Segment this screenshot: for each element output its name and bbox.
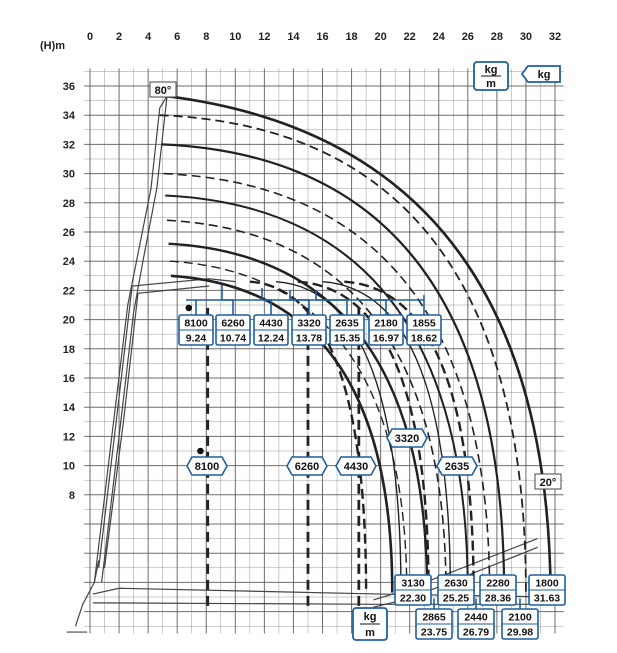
radius-m-value: 25.25 — [442, 592, 470, 605]
load-kg-value: 1800 — [535, 577, 559, 590]
x-tick-label: 20 — [374, 31, 387, 43]
load-kg-value: 2865 — [422, 611, 446, 624]
legend-bottom — [353, 608, 387, 640]
radius-m-value: 22.30 — [399, 592, 427, 605]
load-kg-value: 8100 — [194, 461, 220, 473]
load-kg-value: 6260 — [221, 317, 245, 330]
upper-value-box — [369, 315, 403, 345]
legend-kg-right-label: kg — [537, 69, 551, 81]
radius-m-value: 23.75 — [420, 626, 448, 639]
mid-value-box — [336, 457, 376, 475]
radius-m-value: 13.78 — [295, 332, 323, 345]
load-kg-value: 2635 — [444, 461, 470, 473]
legend-m-label: m — [486, 78, 496, 90]
mid-value-box — [287, 457, 327, 475]
mid-value-box — [187, 457, 227, 475]
load-radius-curve — [162, 144, 504, 592]
upper-value-box — [179, 315, 213, 345]
load-kg-value: 3320 — [297, 317, 321, 330]
x-tick-label: 32 — [548, 31, 562, 43]
angle-label-20 — [535, 474, 561, 489]
angle-label-80 — [150, 82, 176, 97]
x-tick-label: 4 — [145, 31, 152, 43]
y-tick-label: 20 — [62, 314, 75, 327]
bottom-value-box — [438, 575, 474, 605]
y-tick-label: 24 — [62, 256, 75, 269]
x-tick-label: 0 — [86, 31, 94, 43]
y-tick-label: 22 — [62, 285, 75, 298]
load-radius-curve — [164, 174, 490, 593]
y-tick-label: 16 — [62, 373, 75, 385]
radius-m-value: 18.62 — [410, 332, 438, 345]
upper-value-box — [292, 315, 326, 345]
y-tick-label: 32 — [62, 139, 75, 152]
load-kg-value: 2635 — [335, 317, 359, 330]
load-kg-value: 4430 — [343, 461, 369, 473]
x-tick-label: 10 — [229, 31, 242, 43]
bottom-value-box — [480, 575, 516, 605]
x-tick-label: 12 — [258, 31, 271, 43]
axis-ticks — [63, 31, 561, 502]
upper-value-box — [254, 315, 288, 345]
bottom-value-box — [458, 609, 494, 639]
y-tick-label: 8 — [68, 489, 75, 502]
y-tick-label: 34 — [62, 110, 75, 123]
x-tick-label: 2 — [116, 31, 123, 43]
x-tick-label: 8 — [203, 31, 210, 43]
radius-m-value: 31.63 — [533, 592, 561, 605]
load-radius-curve — [160, 115, 526, 592]
y-tick-label: 36 — [62, 81, 75, 93]
load-point-dot — [186, 305, 193, 312]
y-tick-label: 10 — [62, 460, 75, 473]
bottom-value-box — [395, 575, 431, 605]
load-kg-value: 2630 — [444, 577, 468, 590]
y-tick-label: 30 — [62, 168, 75, 181]
y-tick-label: 14 — [62, 402, 75, 415]
bottom-value-box — [502, 609, 538, 639]
bottom-value-box — [416, 609, 452, 639]
y-tick-label: 18 — [62, 343, 75, 356]
radius-m-value: 16.97 — [372, 332, 400, 345]
x-tick-label: 18 — [345, 31, 358, 43]
legend-kg-label: kg — [484, 64, 498, 76]
radius-m-value: 12.24 — [257, 332, 285, 345]
load-radius-curve — [165, 196, 468, 593]
legend-kg-label: kg — [363, 611, 377, 623]
load-radius-curve — [170, 261, 407, 592]
bottom-value-box — [529, 575, 565, 605]
load-kg-value: 2280 — [486, 577, 510, 590]
upper-value-box — [216, 315, 250, 345]
y-tick-label: 28 — [62, 197, 75, 210]
y-axis-unit-label: (H)m — [40, 40, 66, 52]
x-tick-label: 30 — [519, 31, 533, 43]
radius-m-value: 29.98 — [506, 626, 534, 639]
radius-m-value: 28.36 — [484, 592, 512, 605]
x-tick-label: 24 — [432, 31, 445, 43]
load-kg-value: 4430 — [259, 317, 283, 330]
x-tick-label: 22 — [403, 31, 416, 43]
load-kg-value: 2440 — [464, 611, 488, 624]
y-tick-label: 12 — [62, 431, 75, 444]
x-tick-label: 14 — [287, 31, 300, 43]
load-kg-value: 3320 — [394, 433, 420, 445]
angle-value: 80° — [154, 85, 172, 97]
upper-value-box — [407, 315, 441, 345]
mid-value-box — [437, 457, 477, 475]
radius-m-value: 26.79 — [462, 626, 490, 639]
load-point-dot — [197, 448, 204, 455]
y-tick-label: 26 — [62, 227, 75, 239]
load-radius-curves — [160, 96, 551, 608]
radius-m-value: 15.35 — [333, 332, 361, 345]
legend-m-label: m — [365, 627, 375, 639]
x-tick-label: 6 — [174, 31, 181, 43]
load-kg-value: 2100 — [508, 611, 532, 624]
mid-value-box — [387, 429, 427, 447]
angle-value: 20° — [539, 477, 557, 489]
load-kg-value: 2180 — [374, 317, 398, 330]
x-tick-label: 26 — [461, 31, 474, 43]
load-kg-value: 1855 — [412, 317, 436, 330]
upper-value-box — [330, 315, 364, 345]
x-tick-label: 28 — [490, 31, 503, 43]
x-tick-label: 16 — [316, 31, 329, 43]
load-kg-value: 3130 — [401, 577, 425, 590]
load-kg-value: 8100 — [184, 317, 208, 330]
radius-m-value: 10.74 — [219, 332, 247, 345]
radius-m-value: 9.24 — [185, 332, 207, 345]
load-kg-value: 6260 — [294, 461, 320, 473]
